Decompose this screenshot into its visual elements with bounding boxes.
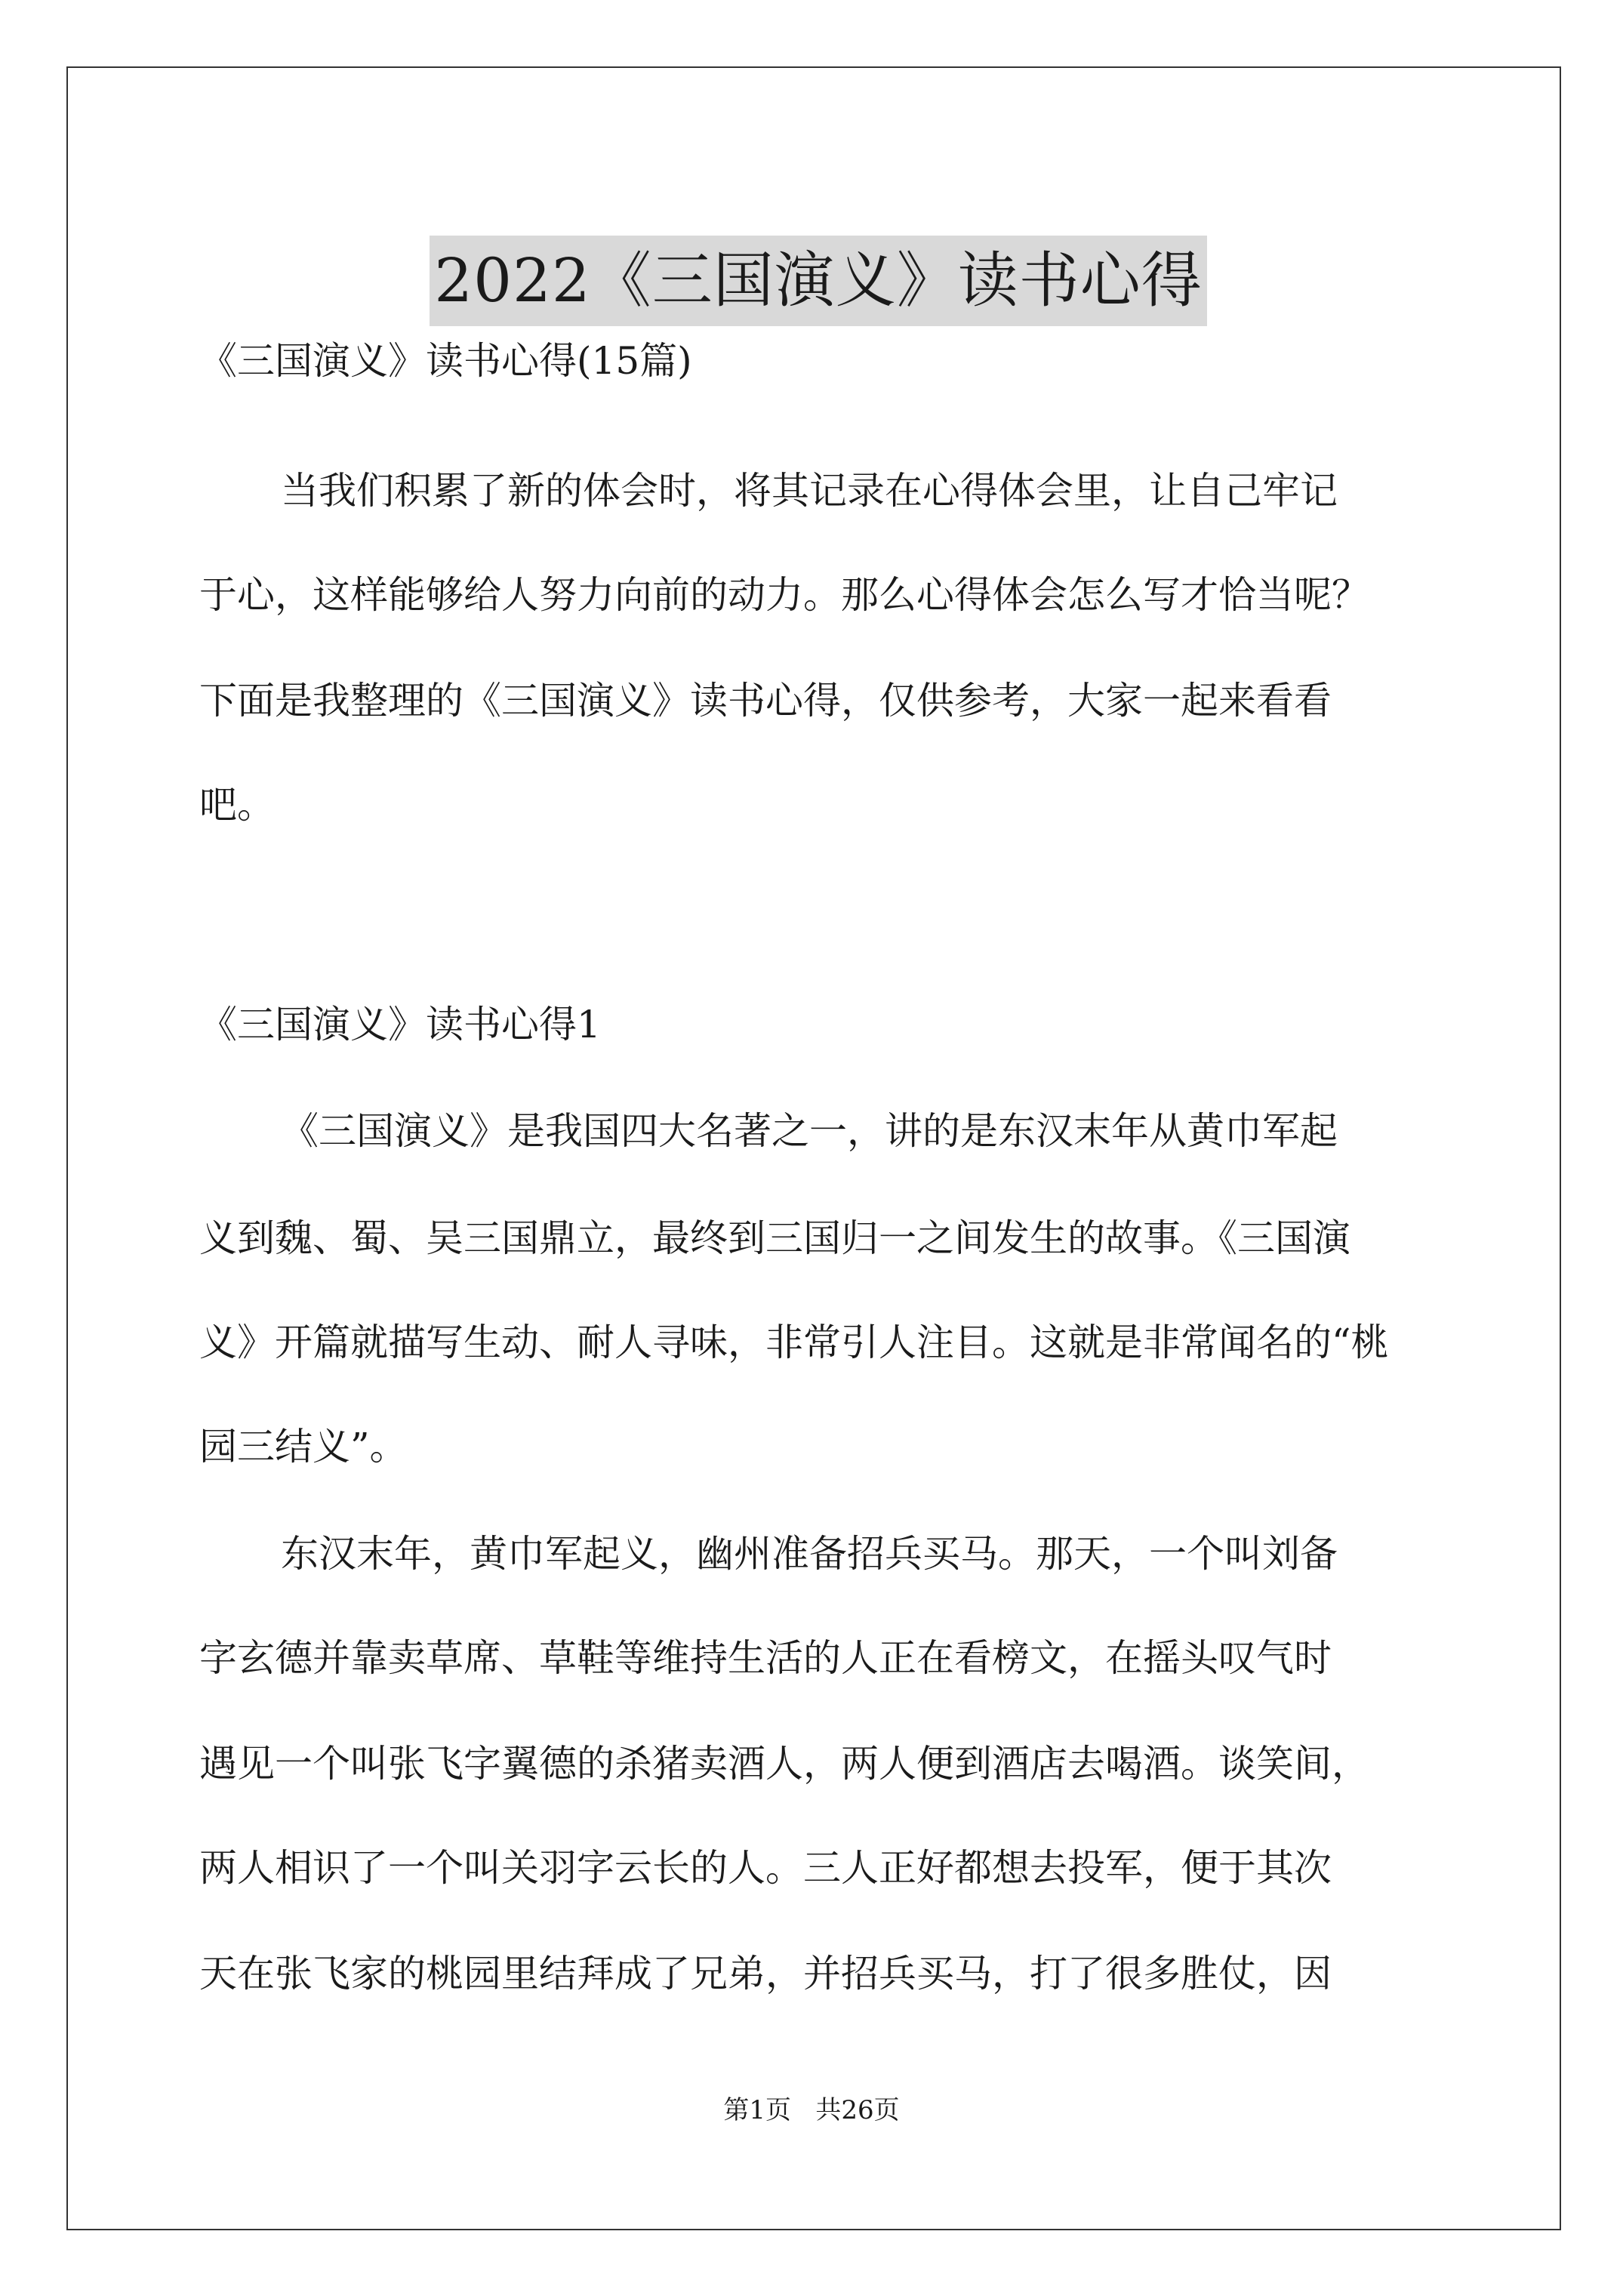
paragraph-line: 园三结义”。	[199, 1425, 408, 1469]
section-heading: 《三国演义》读书心得1	[199, 1003, 601, 1046]
paragraph-line: 《三国演义》是我国四大名著之一，讲的是东汉末年从黄巾军起	[281, 1109, 1338, 1153]
paragraph-line: 两人相识了一个叫关羽字云长的人。三人正好都想去投军，便于其次	[199, 1846, 1332, 1890]
intro-line: 于心，这样能够给人努力向前的动力。那么心得体会怎么写才恰当呢？	[199, 573, 1369, 617]
paragraph-line: 义》开篇就描写生动、耐人寻味，非常引人注目。这就是非常闻名的“桃	[199, 1321, 1389, 1364]
page-total: 共26页	[815, 2095, 900, 2125]
page-footer	[0, 2095, 1623, 2125]
paragraph-line: 字玄德并靠卖草席、草鞋等维持生活的人正在看榜文，在摇头叹气时	[199, 1636, 1332, 1680]
paragraph-line: 遇见一个叫张飞字翼德的杀猪卖酒人，两人便到酒店去喝酒。谈笑间，	[199, 1742, 1369, 1786]
paragraph-line: 东汉末年，黄巾军起义，幽州准备招兵买马。那天，一个叫刘备	[281, 1532, 1338, 1576]
document-subtitle: 《三国演义》读书心得(15篇)	[199, 339, 692, 383]
document-title: 2022《三国演义》读书心得	[430, 236, 1207, 326]
intro-line: 吧。	[199, 783, 275, 827]
page-number: 第1页	[723, 2095, 791, 2125]
intro-line: 当我们积累了新的体会时，将其记录在心得体会里，让自己牢记	[281, 469, 1338, 513]
paragraph-line: 义到魏、蜀、吴三国鼎立，最终到三国归一之间发生的故事。《三国演	[199, 1216, 1350, 1260]
intro-line: 下面是我整理的《三国演义》读书心得，仅供参考，大家一起来看看	[199, 679, 1332, 723]
paragraph-line: 天在张飞家的桃园里结拜成了兄弟，并招兵买马，打了很多胜仗，因	[199, 1952, 1332, 1996]
